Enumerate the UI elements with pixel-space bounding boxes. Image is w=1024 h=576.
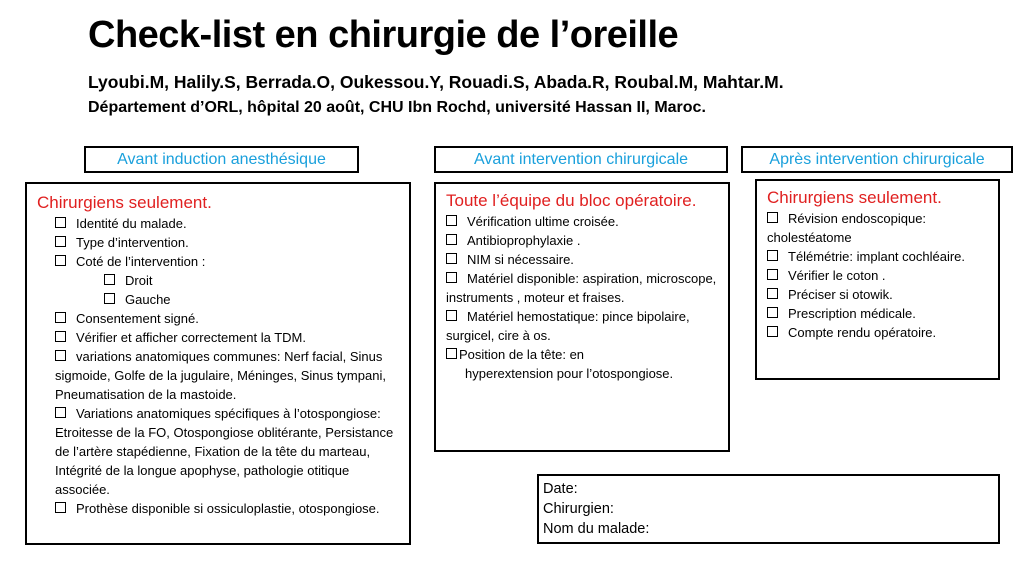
checkbox-icon[interactable] <box>446 272 457 283</box>
checklist-item: Coté de l’intervention : <box>37 252 401 271</box>
checkbox-icon[interactable] <box>446 253 457 264</box>
checkbox-icon[interactable] <box>55 350 66 361</box>
checklist-item: NIM si nécessaire. <box>446 250 720 269</box>
checklist-item: Type d’intervention. <box>37 233 401 252</box>
checklist-item: Télémétrie: implant cochléaire. <box>767 247 990 266</box>
checklist-item: Vérifier le coton . <box>767 266 990 285</box>
checklist-item: Identité du malade. <box>37 214 401 233</box>
date-field[interactable]: Date: <box>543 481 578 497</box>
checkbox-icon[interactable] <box>767 326 778 337</box>
checklist-item: Antibioprophylaxie . <box>446 231 720 250</box>
authors-line: Lyoubi.M, Halily.S, Berrada.O, Oukessou.Y, Rouadi.S, Abada.R, Roubal.M, Mahtar.M. <box>88 72 784 92</box>
checkbox-icon[interactable] <box>55 502 66 513</box>
checkbox-icon[interactable] <box>55 255 66 266</box>
header-before-induction: Avant induction anesthésique <box>84 146 359 173</box>
checkbox-icon[interactable] <box>55 312 66 323</box>
checklist-subitem: Gauche <box>37 290 401 309</box>
checkbox-icon[interactable] <box>446 348 457 359</box>
checklist-box-before-surgery <box>434 182 730 452</box>
team-label: Chirurgiens seulement. <box>767 188 942 207</box>
checklist-item: Préciser si otowik. <box>767 285 990 304</box>
checkbox-icon[interactable] <box>55 407 66 418</box>
checkbox-icon[interactable] <box>767 288 778 299</box>
checkbox-icon[interactable] <box>446 310 457 321</box>
checkbox-icon[interactable] <box>104 293 115 304</box>
header-before-surgery: Avant intervention chirurgicale <box>434 146 728 173</box>
checklist-item: Prothèse disponible si ossiculoplastie, otospongiose. <box>37 499 401 518</box>
team-label: Toute l’équipe du bloc opératoire. <box>446 191 697 210</box>
checkbox-icon[interactable] <box>55 236 66 247</box>
checklist-item: Prescription médicale. <box>767 304 990 323</box>
checklist-item: Révision endoscopique: cholestéatome <box>767 211 927 245</box>
checkbox-icon[interactable] <box>767 250 778 261</box>
patient-name-field[interactable]: Nom du malade: <box>543 521 650 537</box>
checkbox-icon[interactable] <box>104 274 115 285</box>
checkbox-icon[interactable] <box>767 212 778 223</box>
checklist-item: Vérifier et afficher correctement la TDM. <box>37 328 401 347</box>
signature-box <box>537 474 1000 544</box>
team-label: Chirurgiens seulement. <box>37 193 212 212</box>
checkbox-icon[interactable] <box>55 331 66 342</box>
checkbox-icon[interactable] <box>55 217 66 228</box>
checklist-box-after-surgery <box>755 179 1000 380</box>
surgeon-field[interactable]: Chirurgien: <box>543 501 614 517</box>
header-after-surgery: Après intervention chirurgicale <box>741 146 1013 173</box>
checklist-item: Matériel hemostatique: pince bipolaire, surgicel, cire à os. <box>446 309 690 343</box>
page-title: Check-list en chirurgie de l’oreille <box>88 14 679 56</box>
checkbox-icon[interactable] <box>446 215 457 226</box>
checklist-item: Consentement signé. <box>37 309 401 328</box>
department-line: Département d’ORL, hôpital 20 août, CHU Ibn Rochd, université Hassan II, Maroc. <box>88 99 706 116</box>
checkbox-icon[interactable] <box>767 269 778 280</box>
checklist-box-before-induction <box>25 182 411 545</box>
checklist-item: Compte rendu opératoire. <box>767 323 990 342</box>
checklist-item: Variations anatomiques spécifiques à l’otospongiose: Etroitesse de la FO, Otospongiose oblitérante, Persistance de l’artère stapédienne, Fixation de la tête du marteau, Intégrité de la longue apophyse, pathologie otitique associée. <box>55 406 394 497</box>
checklist-item: Matériel disponible: aspiration, microscope, instruments , moteur et fraises. <box>446 271 717 305</box>
checkbox-icon[interactable] <box>767 307 778 318</box>
checklist-item: Vérification ultime croisée. <box>446 212 720 231</box>
checklist-item-continued: hyperextension pour l’otospongiose. <box>465 366 674 381</box>
checklist-item: variations anatomiques communes: Nerf facial, Sinus sigmoide, Golfe de la jugulaire, Méninges, Sinus tympani, Pneumatisation de la mastoide. <box>55 349 386 402</box>
checklist-item: Position de la tête: en <box>446 345 720 364</box>
checklist-subitem: Droit <box>37 271 401 290</box>
checkbox-icon[interactable] <box>446 234 457 245</box>
